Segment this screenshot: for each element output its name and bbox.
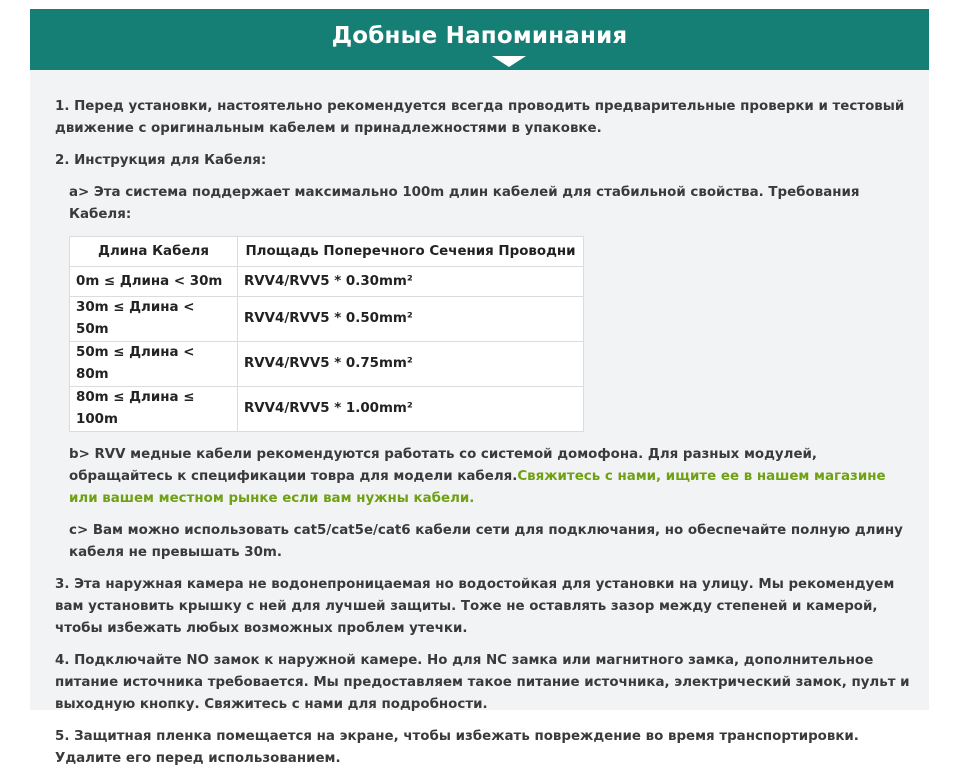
table-row bbox=[70, 342, 584, 387]
table-cell: 80m ≤ Длина ≤ 100m bbox=[70, 387, 238, 432]
reminder-2c: c> Вам можно использовать cat5/cat5e/cat6 кабели сети для подключания, но обеспечайте полную длину кабеля не превышать 30m. bbox=[69, 523, 903, 560]
reminder-2a: a> Эта система поддержает максимально 100m длин кабелей для стабильной свойства. Требования Кабеля: bbox=[69, 185, 860, 222]
page-title: Добные Напоминания bbox=[331, 23, 628, 49]
table-cell: 50m ≤ Длина < 80m bbox=[70, 342, 238, 387]
reminder-2b bbox=[55, 444, 915, 510]
reminder-2b-text: b> RVV медные кабели рекомендуются работать со системой домофона. Для разных модулей, обращайтесь к спецификации товра для модели кабеля. bbox=[69, 447, 818, 484]
reminder-1: 1. Перед установки, настоятельно рекомендуется всегда проводить предварительные проверки и тестовый движение с оригинальным кабелем и принадлежностями в упаковке. bbox=[55, 99, 905, 136]
table-row bbox=[70, 267, 584, 297]
table-cell: RVV4/RVV5 * 0.75mm² bbox=[238, 342, 584, 387]
table-cell: 0m ≤ Длина < 30m bbox=[70, 267, 238, 297]
reminders-list bbox=[55, 96, 915, 780]
reminder-4: 4. Подключайте NO замок к наружной камере. Но для NC замка или магнитного замка, дополнительное питание источника требовается. Мы предоставляем такое питание источника, электрический замок, пульт и выходную кнопку. Свяжитесь с нами для подробности. bbox=[55, 653, 910, 712]
reminder-3: 3. Эта наружная камера не водонепроницаемая но водостойкая для установки на улицу. Мы рекомендуем вам установить крышку с ней для лучшей защиты. Тоже не оставлять зазор между степеней и камерой, чтобы избежать любых возможных проблем утечки. bbox=[55, 577, 895, 636]
table-row bbox=[70, 387, 584, 432]
contact-us-link[interactable]: Свяжитесь с нами, ищите ее в нашем магазине или вашем местном рынке если вам нужны кабели. bbox=[69, 469, 886, 506]
chevron-down-icon bbox=[492, 56, 526, 67]
reminder-5: 5. Защитная пленка помещается на экране, чтобы избежать повреждение во время транспортировки. Удалите его перед использованием. bbox=[55, 729, 859, 766]
column-header-section: Площадь Поперечного Сечения Проводни bbox=[238, 237, 584, 267]
reminder-2: 2. Инструкция для Кабеля: bbox=[55, 153, 267, 168]
column-header-length: Длина Кабеля bbox=[70, 237, 238, 267]
table-header-row bbox=[70, 237, 584, 267]
table-cell: RVV4/RVV5 * 1.00mm² bbox=[238, 387, 584, 432]
table-cell: 30m ≤ Длина < 50m bbox=[70, 297, 238, 342]
cable-requirements-table bbox=[69, 236, 584, 432]
header-banner bbox=[30, 9, 929, 70]
table-cell: RVV4/RVV5 * 0.50mm² bbox=[238, 297, 584, 342]
table-cell: RVV4/RVV5 * 0.30mm² bbox=[238, 267, 584, 297]
table-row bbox=[70, 297, 584, 342]
